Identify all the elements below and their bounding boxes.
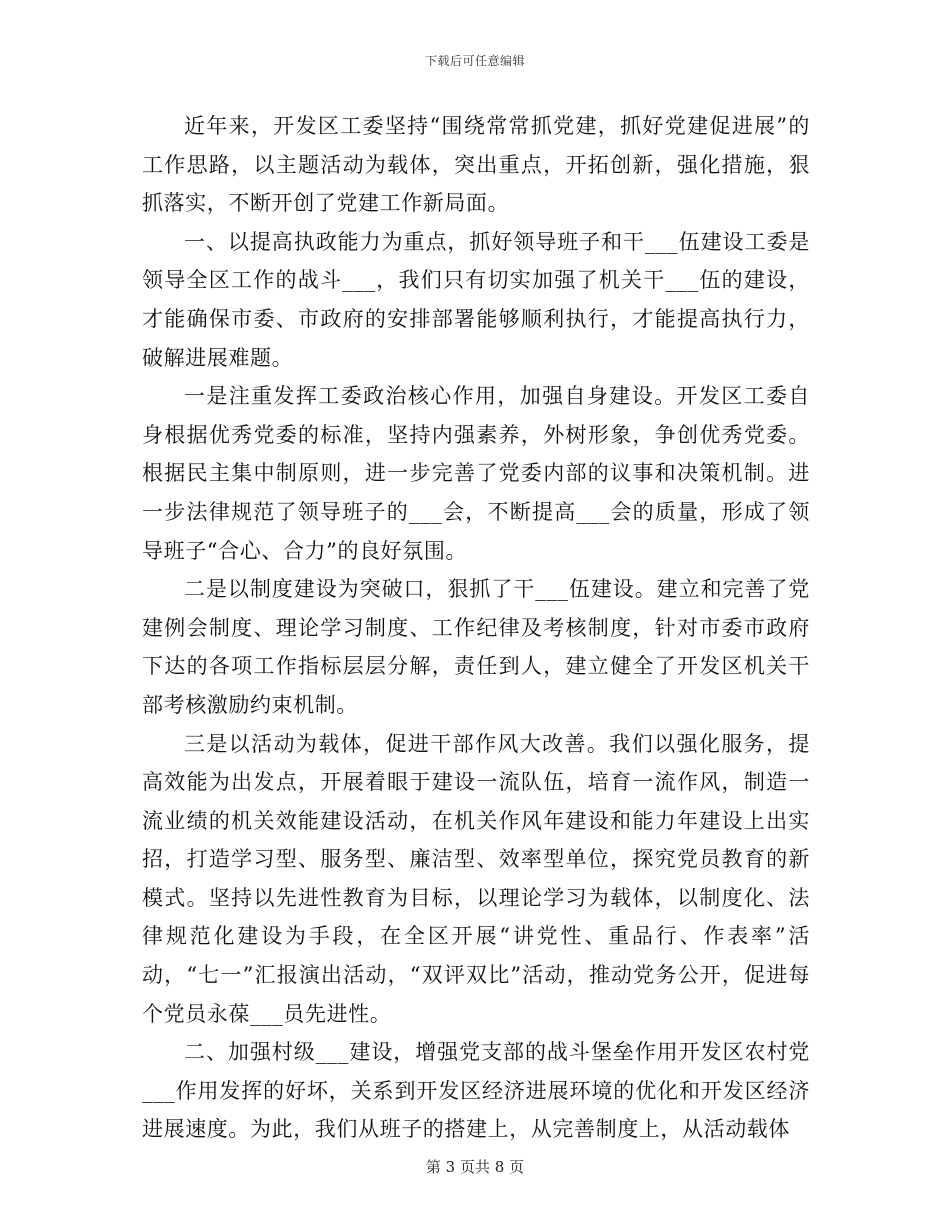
page-header-note: 下载后可任意编辑 bbox=[424, 54, 525, 68]
paragraph-point-one: 一是注重发挥工委政治核心作用，加强自身建设。开发区工委自身根据优秀党委的标准，坚持内强素养，外树形象，争创优秀党委。根据民主集中制原则，进一步完善了党委内部的议事和决策机制。进一步法律规范了领导班子的___会，不断提高___会的质量，形成了领导班子“合心、合力”的良好氛围。 bbox=[142, 384, 810, 563]
paragraph-point-two: 二是以制度建设为突破口，狠抓了干___伍建设。建立和完善了党建例会制度、理论学习制度、工作纪律及考核制度，针对市委市政府下达的各项工作指标层层分解，责任到人，建立健全了开发区机关干部考核激励约束机制。 bbox=[142, 577, 810, 717]
document-body bbox=[142, 107, 810, 1149]
paragraph-section-two: 二、加强村级___建设，增强党支部的战斗堡垒作用开发区农村党___作用发挥的好坏，关系到开发区经济进展环境的优化和开发区经济进展速度。为此，我们从班子的搭建上，从完善制度上，从活动载体 bbox=[142, 1040, 810, 1142]
paragraph-point-three: 三是以活动为载体，促进干部作风大改善。我们以强化服务，提高效能为出发点，开展着眼于建设一流队伍，培育一流作风，制造一流业绩的机关效能建设活动，在机关作风年建设和能力年建设上出实招，打造学习型、服务型、廉洁型、效率型单位，探究党员教育的新模式。坚持以先进性教育为目标，以理论学习为载体，以制度化、法律规范化建设为手段，在全区开展“讲党性、重品行、作表率”活动，“七一”汇报演出活动，“双评双比”活动，推动党务公开，促进每个党员永葆___员先进性。 bbox=[142, 731, 810, 1026]
page-number-footer: 第 3 页共 8 页 bbox=[425, 1158, 525, 1176]
paragraph-intro: 近年来，开发区工委坚持“围绕常常抓党建，抓好党建促进展”的工作思路，以主题活动为载体，突出重点，开拓创新，强化措施，狠抓落实，不断开创了党建工作新局面。 bbox=[142, 114, 810, 216]
paragraph-section-one: 一、以提高执政能力为重点，抓好领导班子和干___伍建设工委是领导全区工作的战斗___，我们只有切实加强了机关干___伍的建设，才能确保市委、市政府的安排部署能够顺利执行，才能提高执行力，破解进展难题。 bbox=[142, 229, 810, 370]
